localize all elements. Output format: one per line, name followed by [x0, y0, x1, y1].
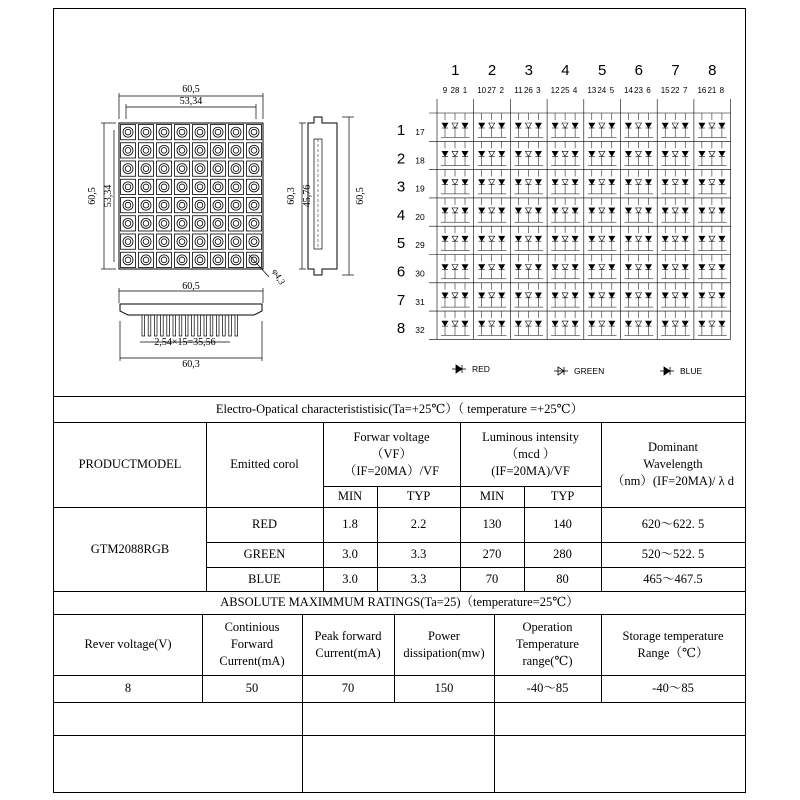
schematic-column-pin: 12: [550, 86, 560, 95]
header-power-dissipation: Power dissipation(mw): [403, 628, 485, 660]
header-luminous-intensity: Luminous intensity （mcd ） (IF=20MA)/VF: [482, 429, 579, 478]
led-pixel: [197, 184, 203, 190]
row-green-wavelength: 520～522. 5: [641, 547, 705, 561]
led-pixel: [233, 184, 239, 190]
schematic-column-pin: 10: [477, 86, 487, 95]
side-height-outer: 60,5: [355, 187, 366, 205]
led-pixel: [125, 129, 131, 135]
led-pixel: [251, 202, 257, 208]
header-emitted-color: Emitted corol: [230, 457, 299, 471]
led-pixel: [161, 257, 167, 263]
led-pixel: [143, 129, 149, 135]
led-pixel: [197, 239, 203, 245]
schematic-row-number: 7: [396, 291, 406, 309]
led-pixel: [143, 221, 149, 227]
led-pixel: [251, 166, 257, 172]
schematic-row-number: 4: [396, 206, 406, 224]
schematic-row-pin: 29: [415, 240, 425, 251]
schematic-row-number: 3: [396, 178, 406, 196]
led-pixel: [143, 184, 149, 190]
led-pixel: [233, 166, 239, 172]
row-blue-wavelength: 465～467.5: [643, 571, 703, 586]
led-pixel: [215, 239, 221, 245]
front-height-inner: 53,34: [103, 184, 114, 208]
value-peak-current: 70: [341, 681, 355, 695]
led-pixel: [161, 184, 167, 190]
row-green-vf-typ: 3.3: [410, 547, 427, 561]
row-red-vf-typ: 2.2: [410, 517, 427, 531]
led-pixel: [197, 129, 203, 135]
led-pixel: [233, 129, 239, 135]
led-pixel: [179, 166, 185, 172]
led-pixel: [215, 166, 221, 172]
led-pixel: [233, 202, 239, 208]
led-pixel: [143, 148, 149, 154]
schematic-column-pin: 3: [536, 86, 541, 95]
schematic-row-pin: 32: [415, 325, 425, 336]
schematic-column-number: 6: [634, 62, 644, 79]
led-pixel: [179, 221, 185, 227]
front-hole-diameter: φ4,3: [270, 267, 288, 287]
schematic-column-pin: 23: [634, 86, 643, 95]
product-model-value: GTM2088RGB: [90, 541, 170, 556]
schematic-column-pin: 21: [707, 86, 717, 95]
front-width-inner: 53,34: [179, 96, 203, 107]
vf-typ-label: TYP: [406, 489, 431, 503]
row-red-vf-min: 1.8: [342, 517, 358, 531]
legend-green: GREEN: [574, 366, 605, 376]
schematic-column-number: 4: [561, 62, 570, 79]
header-operation-temperature: Operation Temperature range(℃): [516, 620, 579, 668]
schematic-column-pin: 9: [442, 86, 448, 95]
led-pixel: [161, 166, 167, 172]
schematic-row-pin: 20: [415, 211, 425, 222]
schematic-column-pin: 22: [670, 86, 680, 95]
led-pixel: [125, 257, 131, 263]
led-pixel: [179, 148, 185, 154]
led-pixel: [161, 239, 167, 245]
led-pixel: [251, 239, 257, 245]
front-view: [101, 93, 269, 277]
row-green-color: GREEN: [243, 547, 286, 561]
schematic-column-pin: 14: [624, 86, 633, 95]
led-pixel: [179, 129, 185, 135]
absolute-table-title: ABSOLUTE MAXIMMUM RATINGS(Ta=25)（temperature=25℃）: [220, 595, 579, 609]
schematic-row-number: 2: [396, 150, 406, 168]
front-width-outer: 60,5: [182, 84, 200, 95]
header-storage-temperature: Storage temperature Range（℃）: [622, 628, 724, 660]
schematic-row-number: 8: [396, 320, 406, 338]
schematic-column-pin: 5: [609, 86, 615, 95]
schematic-row-number: 6: [396, 263, 406, 281]
row-red-color: RED: [252, 517, 277, 531]
led-pixel: [215, 257, 221, 263]
schematic-column-pin: 15: [660, 86, 670, 95]
schematic-column-pin: 24: [597, 86, 607, 95]
led-pixel: [143, 166, 149, 172]
row-green-vf-min: 3.0: [342, 547, 358, 561]
lum-typ-label: TYP: [550, 489, 575, 503]
schematic-column-number: 1: [451, 62, 460, 79]
led-pixel: [179, 202, 185, 208]
schematic-column-pin: 8: [719, 86, 725, 95]
row-blue-vf-typ: 3.3: [410, 571, 427, 586]
led-pixel: [143, 257, 149, 263]
bottom-pin-pitch: 2,54×15=35,56: [154, 337, 216, 348]
led-pixel: [125, 166, 131, 172]
bottom-view: [119, 288, 263, 361]
row-blue-vf-min: 3.0: [342, 571, 358, 586]
led-pixel: [233, 239, 239, 245]
schematic-row-pin: 31: [415, 296, 425, 307]
datasheet-page: [53, 8, 746, 793]
led-pixel: [179, 184, 185, 190]
front-height-outer: 60,5: [87, 187, 98, 205]
led-pixel: [233, 221, 239, 227]
bottom-width-bottom: 60,3: [182, 359, 200, 370]
schematic-column-pin: 16: [697, 86, 707, 95]
led-pixel: [179, 257, 185, 263]
schematic-column-pin: 1: [462, 86, 468, 95]
led-pixel: [251, 148, 257, 154]
schematic: [397, 62, 731, 339]
header-peak-current: Peak forward Current(mA): [314, 628, 382, 660]
led-pixel: [161, 129, 167, 135]
legend-red: RED: [472, 364, 490, 374]
schematic-row-pin: 30: [415, 268, 425, 279]
vf-min-label: MIN: [337, 489, 363, 503]
schematic-column-pin: 6: [646, 86, 651, 95]
side-height-mid: 60,3: [286, 187, 297, 205]
value-storage-temperature: -40～85: [652, 681, 694, 695]
schematic-column-pin: 2: [499, 86, 504, 95]
value-power-dissipation: 150: [434, 681, 454, 695]
led-pixel: [251, 129, 257, 135]
schematic-row-number: 5: [396, 235, 406, 253]
led-pixel: [215, 129, 221, 135]
header-reverse-voltage: Rever voltage(V): [84, 637, 172, 651]
value-reverse-voltage: 8: [124, 681, 132, 695]
schematic-column-pin: 4: [572, 86, 578, 95]
mechanical-drawing-area: [54, 9, 745, 396]
header-dominant-wavelength: Dominant Wavelength （nm）(IF=20MA)/ λ d: [611, 440, 735, 488]
schematic-column-number: 3: [524, 62, 533, 79]
header-product-model: PRODUCTMODEL: [78, 457, 182, 471]
led-pixel: [197, 221, 203, 227]
side-height-inner: 45,76: [302, 184, 313, 208]
header-forward-voltage: Forwar voltage （VF） （IF=20MA）/VF: [343, 429, 440, 478]
schematic-column-number: 2: [487, 62, 497, 79]
schematic-column-pin: 27: [487, 86, 497, 95]
lum-min-label: MIN: [479, 489, 505, 503]
bottom-width-top: 60,5: [182, 281, 200, 292]
schematic-column-pin: 13: [587, 86, 597, 95]
led-pixel: [233, 148, 239, 154]
schematic-column-pin: 11: [514, 86, 523, 95]
led-pixel: [215, 221, 221, 227]
led-pixel: [197, 202, 203, 208]
led-pixel: [215, 148, 221, 154]
value-continuous-current: 50: [245, 681, 259, 695]
led-pixel: [179, 239, 185, 245]
value-operation-temperature: -40～85: [526, 681, 569, 695]
led-pixel: [125, 202, 131, 208]
row-red-lum-typ: 140: [553, 517, 572, 531]
schematic-column-pin: 26: [523, 86, 533, 95]
led-pixel: [161, 148, 167, 154]
row-blue-color: BLUE: [248, 571, 281, 586]
led-pixel: [125, 148, 131, 154]
drawing-svg: [54, 9, 745, 396]
row-red-lum-min: 130: [482, 517, 502, 531]
schematic-row-pin: 19: [415, 183, 425, 194]
schematic-column-pin: 25: [560, 86, 570, 95]
row-blue-lum-typ: 80: [556, 571, 569, 586]
schematic-row-pin: 17: [415, 127, 425, 137]
led-pixel: [197, 257, 203, 263]
led-pixel: [161, 221, 167, 227]
row-blue-lum-min: 70: [485, 571, 499, 586]
schematic-column-number: 8: [708, 62, 717, 79]
schematic-row-number: 1: [396, 122, 406, 139]
spec-tables: [54, 396, 745, 793]
legend-blue: BLUE: [680, 366, 703, 376]
led-pixel: [197, 148, 203, 154]
led-pixel: [251, 221, 257, 227]
led-pixel: [125, 221, 131, 227]
led-pixel: [143, 202, 149, 208]
led-pixel: [197, 166, 203, 172]
schematic-column-number: 5: [597, 62, 607, 79]
schematic-row-pin: 18: [415, 155, 425, 166]
electro-table-title: Electro-Opatical characterististisic(Ta=+25℃）（ temperature =+25℃）: [215, 401, 584, 416]
led-pixel: [143, 239, 149, 245]
row-green-lum-min: 270: [482, 547, 502, 561]
led-pixel: [161, 202, 167, 208]
led-pixel: [251, 184, 257, 190]
row-red-wavelength: 620～622. 5: [641, 517, 705, 531]
schematic-column-number: 7: [671, 62, 680, 79]
led-pixel: [125, 239, 131, 245]
led-pixel: [233, 257, 239, 263]
schematic-column-pin: 28: [450, 86, 460, 95]
schematic-column-pin: 7: [682, 86, 688, 95]
led-pixel: [125, 184, 131, 190]
led-pixel: [215, 184, 221, 190]
led-pixel: [215, 202, 221, 208]
header-continuous-current: Continious Forward Current(mA): [219, 620, 285, 668]
row-green-lum-typ: 280: [553, 547, 572, 561]
